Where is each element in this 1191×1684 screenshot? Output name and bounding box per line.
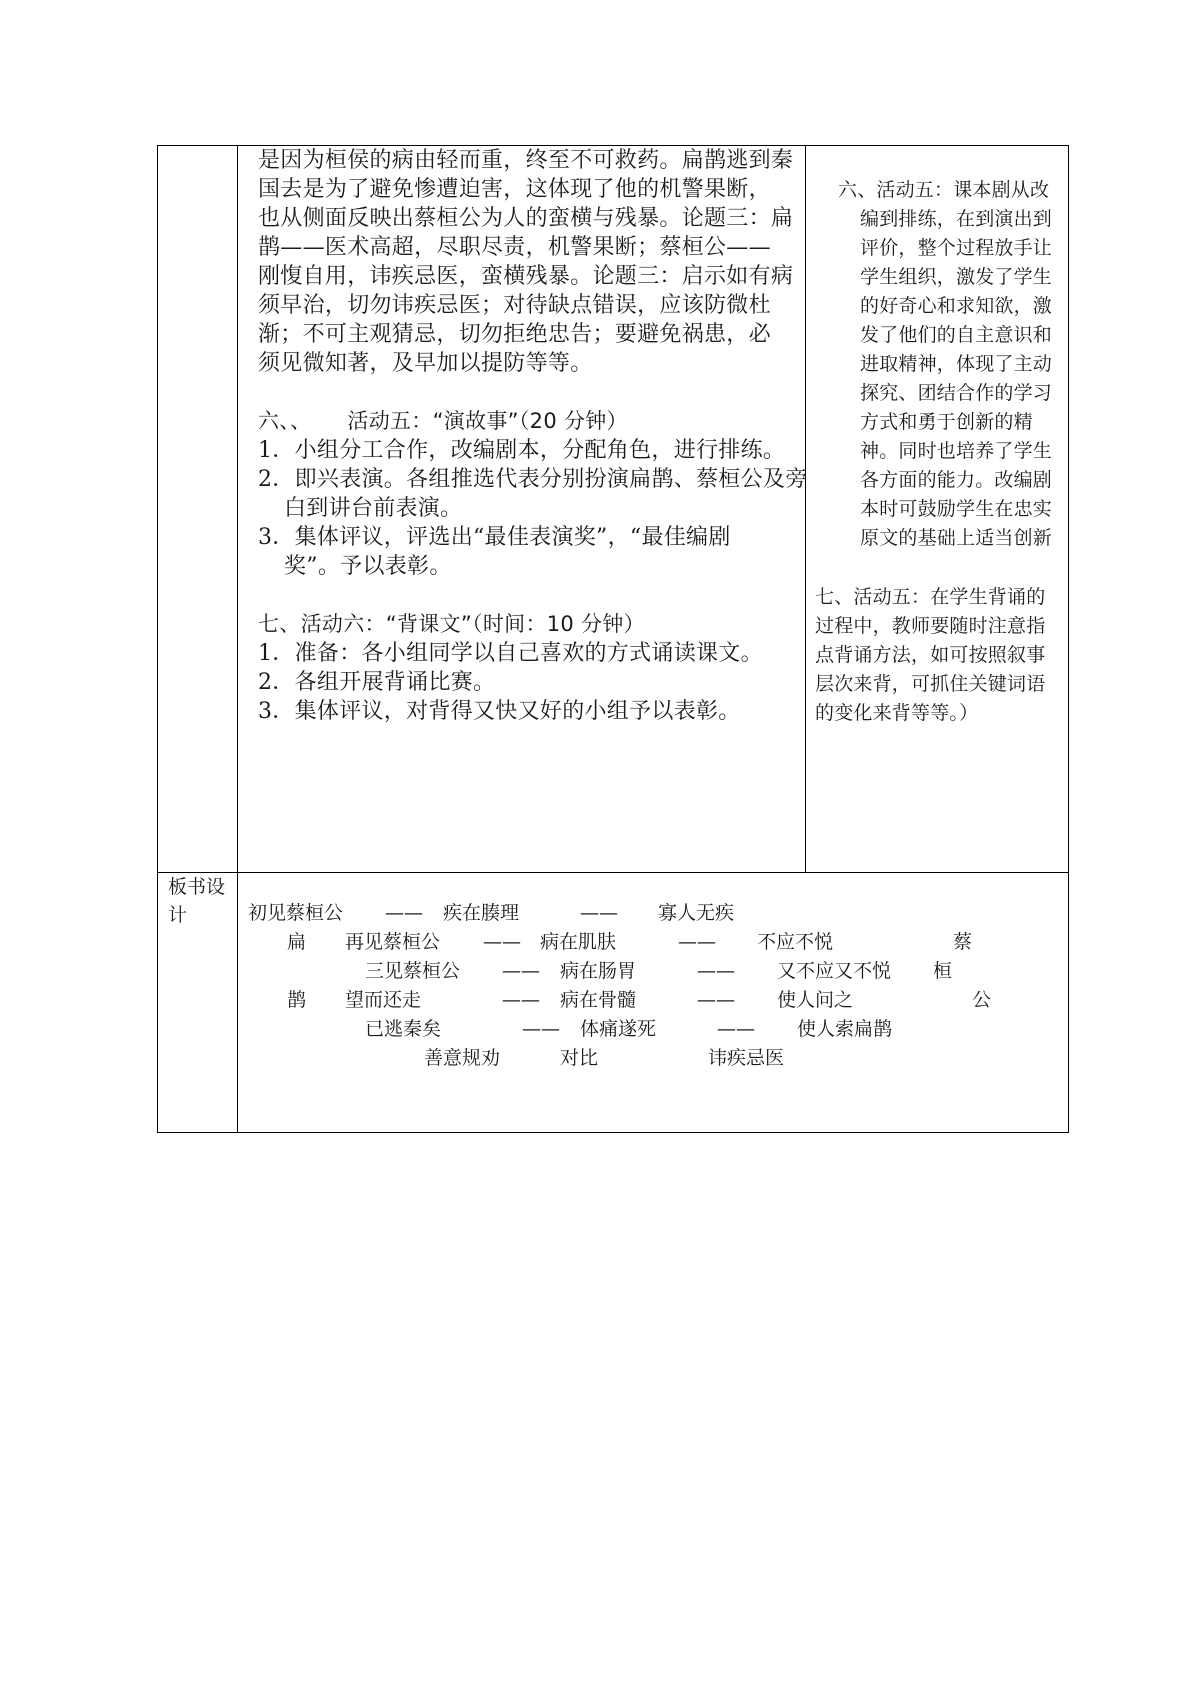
- board-arrow: ——: [717, 1018, 755, 1040]
- note-line: 的变化来背等等。）: [815, 702, 979, 724]
- note-line: 本时可鼓励学生在忠实: [860, 498, 1053, 520]
- note-line: 各方面的能力。改编剧: [860, 469, 1053, 491]
- activity5-number: 六、、: [258, 409, 312, 433]
- note-line: 学生组织，激发了学生: [860, 266, 1053, 288]
- board-arrow: ——: [502, 989, 540, 1011]
- discussion-line: 须早治，切勿讳疾忌医；对待缺点错误，应该防微杜: [258, 293, 771, 318]
- discussion-line: 刚愎自用，讳疾忌医，蛮横残暴。论题三：启示如有病: [258, 264, 794, 289]
- activity6-heading: 七、活动六：“背课文”（时间：10 分钟）: [258, 612, 645, 636]
- lesson-table: [157, 145, 1069, 1133]
- discussion-line: 国去是为了避免惨遭迫害，这体现了他的机警果断，: [258, 177, 771, 202]
- board-summary-left: 善意规劝: [424, 1047, 501, 1069]
- discussion-line: 鹊——医术高超，尽职尽责，机警果断；蔡桓公——: [258, 235, 771, 260]
- activity6-design-note: [815, 583, 1045, 728]
- board-visit: 三见蔡桓公: [365, 960, 461, 982]
- note-line: 编到排练，在到演出到: [860, 208, 1053, 230]
- board-response: 又不应又不悦: [777, 960, 892, 982]
- note-line: 探究、团结合作的学习: [860, 382, 1053, 404]
- discussion-line: 是因为桓侯的病由轻而重，终至不可救药。扁鹊逃到秦: [258, 148, 794, 173]
- activity5-step: 2．即兴表演。各组推选代表分别扮演扁鹊、蔡桓公及旁: [258, 467, 808, 492]
- activity5-step-continuation: 白到讲台前表演。: [284, 496, 463, 521]
- note-line: 评价，整个过程放手让: [860, 237, 1053, 259]
- board-illness: 病在肠胃: [560, 960, 637, 982]
- board-response: 使人索扁鹊: [797, 1018, 893, 1040]
- activity5-step: 3．集体评议，评选出“最佳表演奖”，“最佳编剧: [258, 525, 731, 550]
- activity5-heading: [258, 407, 808, 436]
- board-design-label: 板书设计: [168, 876, 226, 926]
- teaching-procedure: [258, 146, 808, 726]
- note-line: 原文的基础上适当创新: [860, 527, 1053, 549]
- note-line: 点背诵方法，如可按照叙事: [815, 644, 1046, 666]
- note-line: 层次来背，可抓住关键词语: [815, 673, 1046, 695]
- board-doctor-name-char: 扁: [287, 931, 307, 953]
- note-line: 过程中，教师要随时注意指: [815, 615, 1046, 637]
- note-line: 六、活动五：课本剧从改: [838, 179, 1050, 201]
- board-arrow: ——: [522, 1018, 560, 1040]
- board-response: 使人问之: [777, 989, 854, 1011]
- activity6-step: 1．准备：各小组同学以自己喜欢的方式诵读课文。: [258, 641, 763, 666]
- note-line: 方式和勇于创新的精: [860, 411, 1033, 433]
- board-patient-name-char: 公: [972, 989, 992, 1011]
- note-line: 发了他们的自主意识和: [860, 324, 1053, 346]
- board-arrow: ——: [678, 931, 716, 953]
- board-visit: 望而还走: [345, 989, 422, 1011]
- board-arrow: ——: [580, 902, 618, 924]
- activity5-step: 1．小组分工合作，改编剧本，分配角色，进行排练。: [258, 438, 786, 463]
- discussion-line: 也从侧面反映出蔡桓公为人的蛮横与残暴。论题三：扁: [258, 206, 794, 231]
- activity5-step-continuation: 奖”。予以表彰。: [284, 554, 452, 579]
- note-line: 的好奇心和求知欲，激: [860, 295, 1053, 317]
- board-patient-name-char: 桓: [933, 960, 953, 982]
- row1-left-cell: [157, 145, 238, 873]
- board-visit: 初见蔡桓公: [248, 902, 344, 924]
- note-line: 神。同时也培养了学生: [860, 440, 1053, 462]
- board-illness: 病在骨髓: [560, 989, 637, 1011]
- discussion-line: 渐；不可主观猜忌，切勿拒绝忠告；要避免祸患，必: [258, 322, 771, 347]
- board-illness: 疾在腠理: [443, 902, 520, 924]
- board-response: 不应不悦: [757, 931, 834, 953]
- board-summary-right: 讳疾忌医: [708, 1047, 785, 1069]
- note-line: 进取精神，体现了主动: [860, 353, 1053, 375]
- board-arrow: ——: [697, 960, 735, 982]
- board-patient-name-char: 蔡: [953, 931, 973, 953]
- spacer: [258, 378, 808, 407]
- board-illness: 病在肌肤: [540, 931, 617, 953]
- note-line: 七、活动五：在学生背诵的: [815, 586, 1046, 608]
- activity6-step: 2．各组开展背诵比赛。: [258, 670, 496, 695]
- board-visit: 再见蔡桓公: [345, 931, 441, 953]
- board-response: 寡人无疾: [658, 902, 735, 924]
- board-arrow: ——: [697, 989, 735, 1011]
- discussion-line: 须见微知著，及早加以提防等等。: [258, 351, 593, 376]
- activity5-title: 活动五：“演故事”（20 分钟）: [347, 409, 628, 433]
- board-illness: 体痛遂死: [580, 1018, 657, 1040]
- board-arrow: ——: [483, 931, 521, 953]
- board-doctor-name-char: 鹊: [287, 989, 307, 1011]
- activity5-design-note: [838, 176, 1053, 553]
- board-arrow: ——: [502, 960, 540, 982]
- spacer: [258, 581, 808, 610]
- board-visit: 已逃秦矣: [365, 1018, 442, 1040]
- board-summary-middle: 对比: [560, 1047, 599, 1069]
- board-arrow: ——: [385, 902, 423, 924]
- activity6-step: 3．集体评议，对背得又快又好的小组予以表彰。: [258, 699, 741, 724]
